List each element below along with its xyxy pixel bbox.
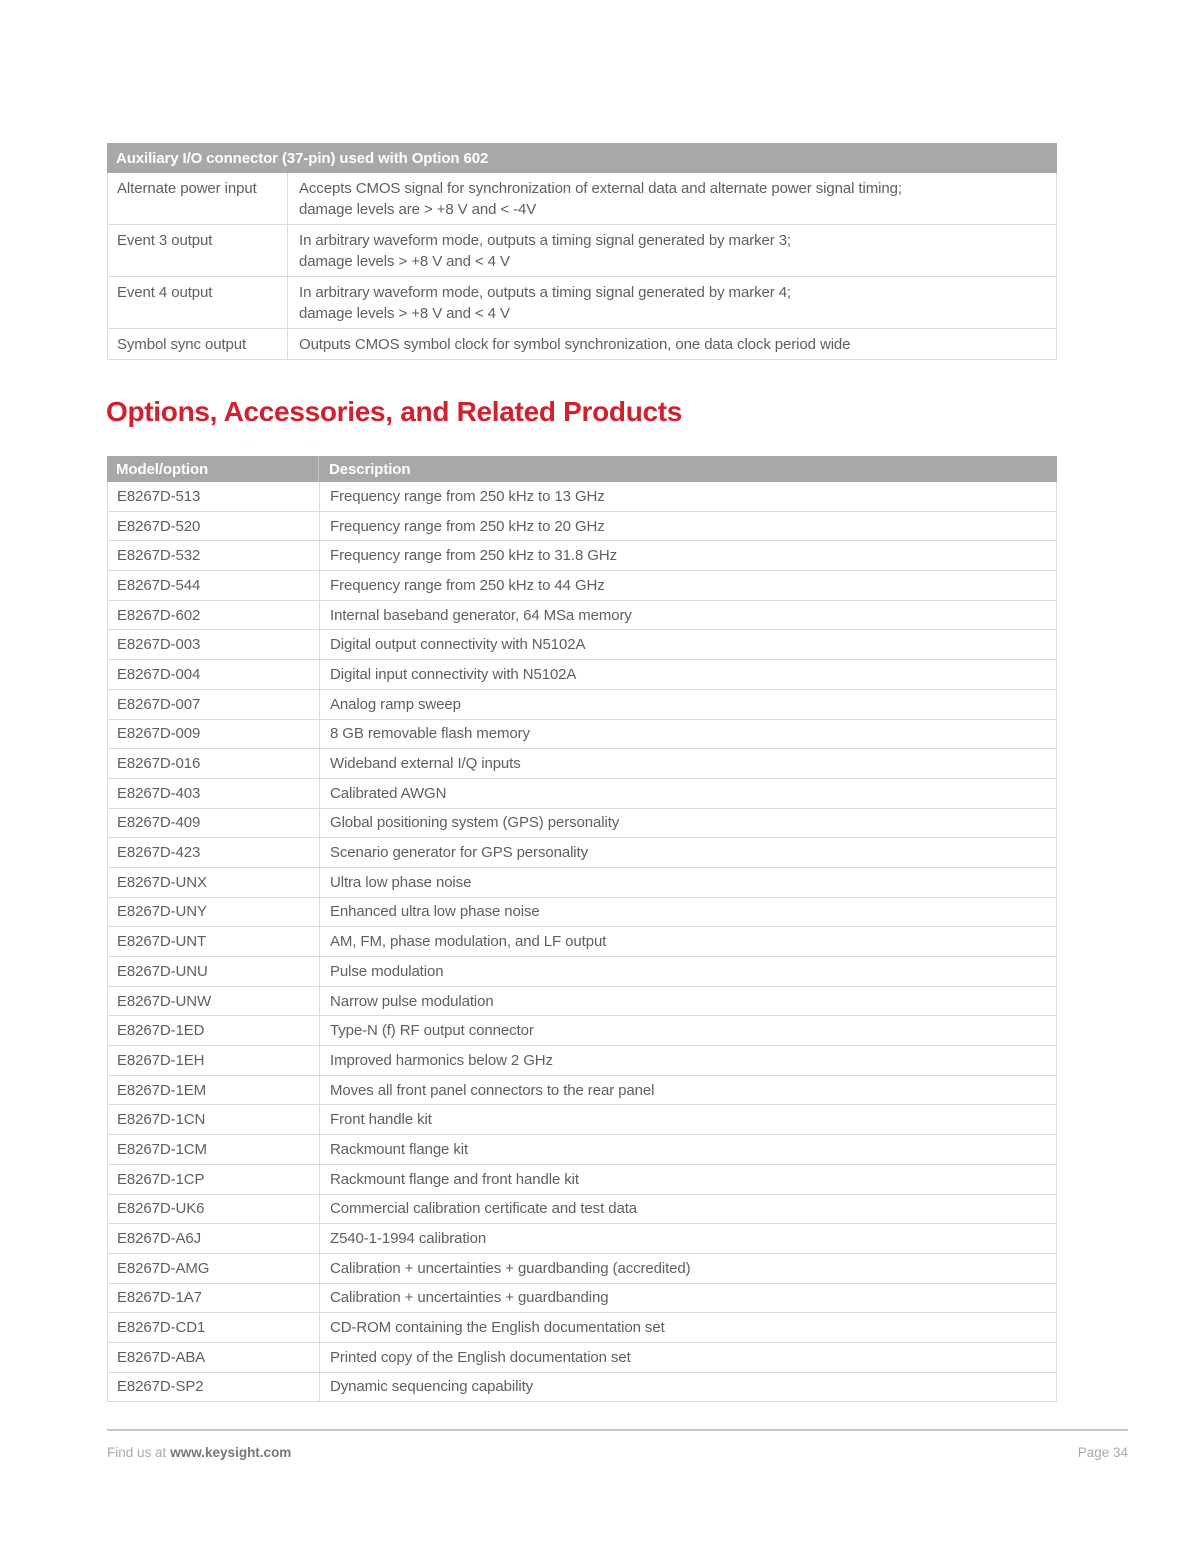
option-description-cell: Pulse modulation xyxy=(319,957,1056,986)
column-header-description: Description xyxy=(318,456,1057,482)
aux-row-description-line: In arbitrary waveform mode, outputs a timing signal generated by marker 3; xyxy=(299,232,792,249)
options-table-row xyxy=(108,838,1056,868)
options-table-row xyxy=(108,957,1056,987)
aux-table-row xyxy=(108,173,1056,225)
options-table-row xyxy=(108,868,1056,898)
option-description-cell: Frequency range from 250 kHz to 13 GHz xyxy=(319,482,1056,511)
option-model-cell: E8267D-016 xyxy=(117,755,201,773)
options-table-row xyxy=(108,630,1056,660)
footer-keysight-link[interactable]: www.keysight.com xyxy=(170,1445,292,1460)
options-table-row xyxy=(108,809,1056,839)
footer-divider xyxy=(107,1429,1128,1431)
option-model-cell: E8267D-409 xyxy=(117,814,201,832)
option-model-cell: E8267D-UNW xyxy=(117,992,212,1010)
aux-row-description-line: In arbitrary waveform mode, outputs a timing signal generated by marker 4; xyxy=(299,284,792,301)
option-model-cell: E8267D-SP2 xyxy=(117,1378,204,1396)
option-description-cell: Digital output connectivity with N5102A xyxy=(319,630,1056,659)
option-model-cell: E8267D-1EM xyxy=(117,1081,207,1099)
options-table-row xyxy=(108,987,1056,1017)
aux-row-label: Event 4 output xyxy=(117,284,213,301)
option-model-cell: E8267D-1EH xyxy=(117,1051,205,1069)
option-model-cell: E8267D-009 xyxy=(117,725,201,743)
options-table-row xyxy=(108,601,1056,631)
option-description-cell: CD-ROM containing the English documentation set xyxy=(319,1313,1056,1342)
options-table-header xyxy=(107,456,1057,482)
options-table-row xyxy=(108,1343,1056,1373)
option-description-cell: Enhanced ultra low phase noise xyxy=(319,898,1056,927)
option-description-cell: Scenario generator for GPS personality xyxy=(319,838,1056,867)
option-model-cell: E8267D-A6J xyxy=(117,1230,202,1248)
options-table-row xyxy=(108,1284,1056,1314)
options-table-row xyxy=(108,1016,1056,1046)
options-table-row xyxy=(108,720,1056,750)
option-description-cell: Digital input connectivity with N5102A xyxy=(319,660,1056,689)
option-description-cell: Rackmount flange and front handle kit xyxy=(319,1165,1056,1194)
option-description-cell: Narrow pulse modulation xyxy=(319,987,1056,1016)
aux-row-description xyxy=(287,173,1056,224)
option-description-cell: Calibrated AWGN xyxy=(319,779,1056,808)
option-model-cell: E8267D-602 xyxy=(117,606,201,624)
aux-row-label: Alternate power input xyxy=(117,180,257,197)
option-model-cell: E8267D-UNX xyxy=(117,873,207,891)
option-model-cell: E8267D-CD1 xyxy=(117,1319,206,1337)
option-description-cell: Improved harmonics below 2 GHz xyxy=(319,1046,1056,1075)
options-table-row xyxy=(108,571,1056,601)
page-number: Page 34 xyxy=(1077,1445,1128,1460)
section-heading: Options, Accessories, and Related Products xyxy=(106,396,683,427)
aux-table-row xyxy=(108,329,1056,360)
aux-io-table-title: Auxiliary I/O connector (37-pin) used with Option 602 xyxy=(107,143,1057,173)
options-table-row xyxy=(108,749,1056,779)
options-table-row xyxy=(108,541,1056,571)
aux-row-description-line: damage levels > +8 V and < 4 V xyxy=(299,305,510,322)
options-table-row xyxy=(108,1135,1056,1165)
aux-table-row xyxy=(108,225,1056,277)
aux-io-table-body xyxy=(107,173,1057,360)
options-table-row xyxy=(108,1195,1056,1225)
column-header-model-option: Model/option xyxy=(116,460,209,478)
options-table-row xyxy=(108,1224,1056,1254)
option-model-cell: E8267D-423 xyxy=(117,844,201,862)
options-table-row xyxy=(108,1076,1056,1106)
option-model-cell: E8267D-AMG xyxy=(117,1259,210,1277)
aux-row-description-line: damage levels > +8 V and < 4 V xyxy=(299,253,510,270)
option-description-cell: Dynamic sequencing capability xyxy=(319,1373,1056,1402)
option-model-cell: E8267D-UNT xyxy=(117,933,207,951)
options-table-row xyxy=(108,660,1056,690)
aux-row-description xyxy=(287,225,1056,276)
options-table-row xyxy=(108,1373,1056,1403)
options-table-row xyxy=(108,482,1056,512)
aux-table-row xyxy=(108,277,1056,329)
aux-io-table xyxy=(107,143,1057,360)
option-description-cell: Commercial calibration certificate and test data xyxy=(319,1195,1056,1224)
option-model-cell: E8267D-UNY xyxy=(117,903,207,921)
option-description-cell: Rackmount flange kit xyxy=(319,1135,1056,1164)
option-description-cell: Calibration + uncertainties + guardbanding xyxy=(319,1284,1056,1313)
option-description-cell: Front handle kit xyxy=(319,1105,1056,1134)
option-model-cell: E8267D-1CN xyxy=(117,1111,206,1129)
option-description-cell: Frequency range from 250 kHz to 20 GHz xyxy=(319,512,1056,541)
aux-row-description-line: Accepts CMOS signal for synchronization of external data and alternate power signal timing; xyxy=(299,180,902,197)
option-model-cell: E8267D-ABA xyxy=(117,1348,206,1366)
aux-row-label: Symbol sync output xyxy=(117,336,247,353)
option-model-cell: E8267D-1ED xyxy=(117,1022,205,1040)
option-description-cell: Type-N (f) RF output connector xyxy=(319,1016,1056,1045)
option-model-cell: E8267D-1CP xyxy=(117,1170,205,1188)
aux-row-label: Event 3 output xyxy=(117,232,213,249)
options-table-row xyxy=(108,1046,1056,1076)
option-model-cell: E8267D-007 xyxy=(117,695,201,713)
options-table-row xyxy=(108,1313,1056,1343)
option-description-cell: Calibration + uncertainties + guardbanding (accredited) xyxy=(319,1254,1056,1283)
options-table-row xyxy=(108,927,1056,957)
option-model-cell: E8267D-UNU xyxy=(117,962,208,980)
option-description-cell: Wideband external I/Q inputs xyxy=(319,749,1056,778)
footer-text: Find us at xyxy=(107,1445,167,1460)
option-model-cell: E8267D-513 xyxy=(117,487,201,505)
option-description-cell: Internal baseband generator, 64 MSa memory xyxy=(319,601,1056,630)
option-description-cell: Global positioning system (GPS) personality xyxy=(319,809,1056,838)
options-table-row xyxy=(108,1254,1056,1284)
aux-row-description xyxy=(287,277,1056,328)
option-description-cell: Ultra low phase noise xyxy=(319,868,1056,897)
options-table-row xyxy=(108,898,1056,928)
options-table xyxy=(107,456,1057,1402)
option-model-cell: E8267D-520 xyxy=(117,517,201,535)
options-table-row xyxy=(108,1165,1056,1195)
options-table-row xyxy=(108,690,1056,720)
option-description-cell: Printed copy of the English documentation set xyxy=(319,1343,1056,1372)
aux-row-description-line: Outputs CMOS symbol clock for symbol synchronization, one data clock period wide xyxy=(299,336,851,353)
option-description-cell: Z540-1-1994 calibration xyxy=(319,1224,1056,1253)
option-description-cell: Frequency range from 250 kHz to 44 GHz xyxy=(319,571,1056,600)
option-model-cell: E8267D-1A7 xyxy=(117,1289,202,1307)
option-description-cell: Frequency range from 250 kHz to 31.8 GHz xyxy=(319,541,1056,570)
option-model-cell: E8267D-004 xyxy=(117,665,201,683)
options-table-row xyxy=(108,1105,1056,1135)
footer-find-us xyxy=(107,1445,291,1460)
option-description-cell: 8 GB removable flash memory xyxy=(319,720,1056,749)
options-table-row xyxy=(108,779,1056,809)
option-model-cell: E8267D-UK6 xyxy=(117,1200,205,1218)
option-description-cell: Analog ramp sweep xyxy=(319,690,1056,719)
options-table-body xyxy=(107,482,1057,1402)
option-description-cell: Moves all front panel connectors to the rear panel xyxy=(319,1076,1056,1105)
option-model-cell: E8267D-003 xyxy=(117,636,201,654)
footer xyxy=(107,1445,1128,1460)
options-table-row xyxy=(108,512,1056,542)
option-model-cell: E8267D-1CM xyxy=(117,1140,207,1158)
aux-row-description xyxy=(287,329,1056,359)
option-model-cell: E8267D-403 xyxy=(117,784,201,802)
option-model-cell: E8267D-532 xyxy=(117,547,201,565)
option-model-cell: E8267D-544 xyxy=(117,576,201,594)
aux-row-description-line: damage levels are > +8 V and < -4V xyxy=(299,201,537,218)
option-description-cell: AM, FM, phase modulation, and LF output xyxy=(319,927,1056,956)
